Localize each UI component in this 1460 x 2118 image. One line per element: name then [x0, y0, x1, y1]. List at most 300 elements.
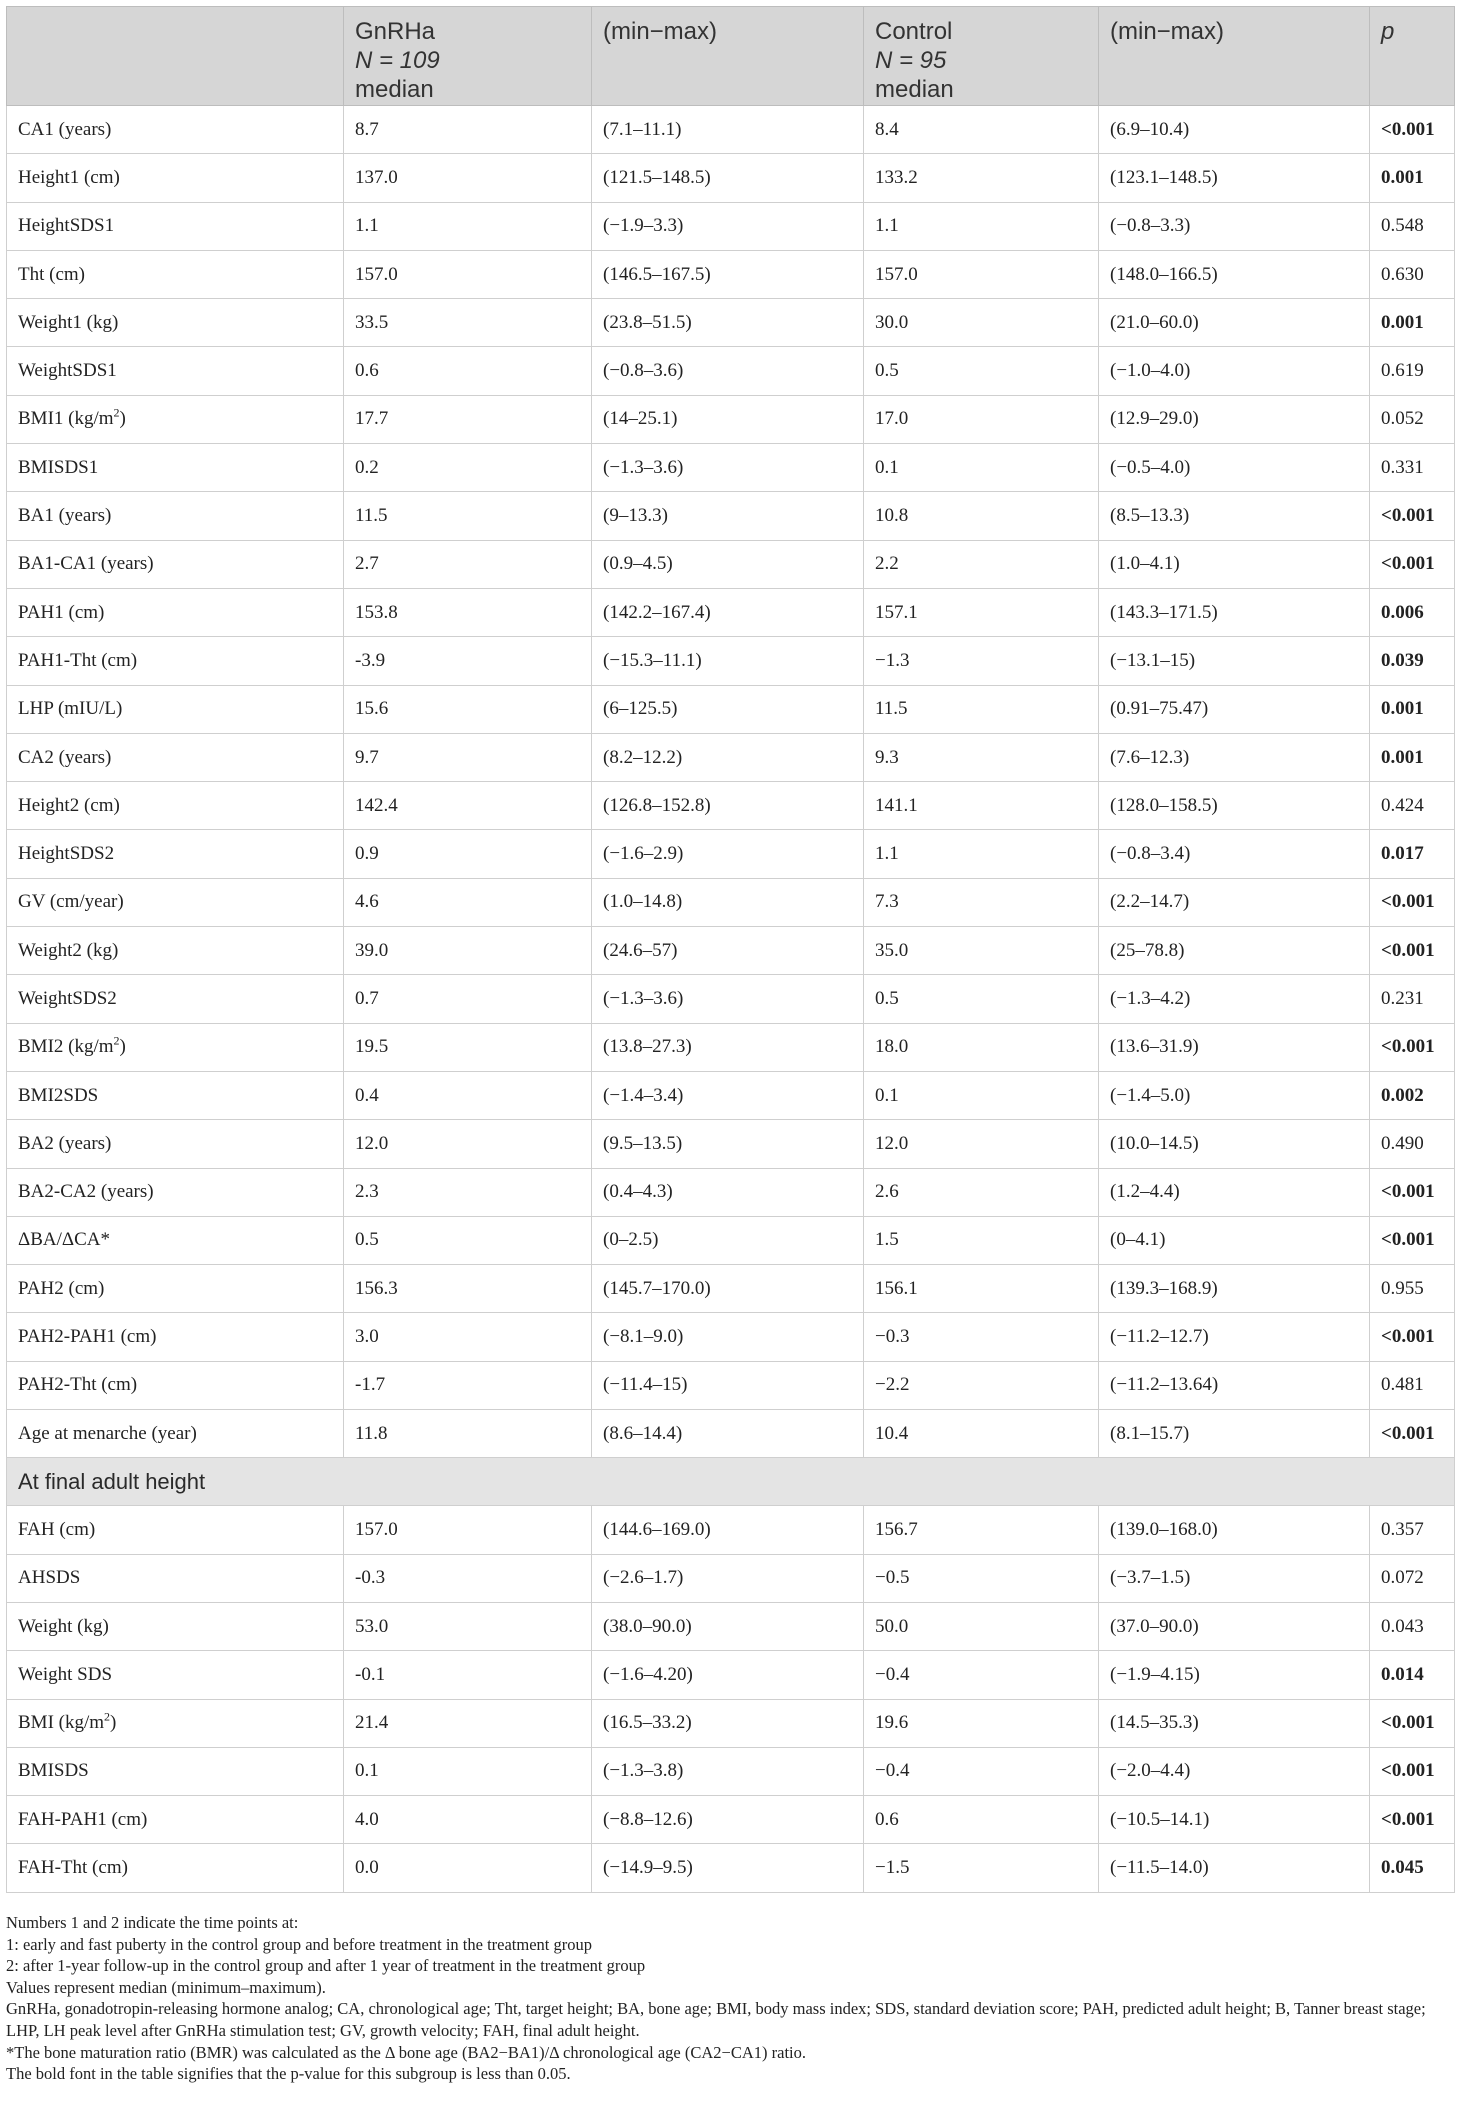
control-range: (−1.9–4.15)	[1099, 1651, 1370, 1699]
control-median: −1.3	[864, 637, 1099, 685]
header-control-range	[1099, 7, 1370, 106]
header-control-stat: median	[875, 76, 954, 103]
gnrha-range: (142.2–167.4)	[592, 588, 864, 636]
gnrha-range: (−8.8–12.6)	[592, 1796, 864, 1844]
control-median: 10.4	[864, 1410, 1099, 1458]
gnrha-median: 3.0	[344, 1313, 592, 1361]
p-value: 0.481	[1370, 1361, 1455, 1409]
row-label	[7, 1844, 344, 1892]
p-value: 0.619	[1370, 347, 1455, 395]
control-median: 1.1	[864, 202, 1099, 250]
gnrha-range: (126.8–152.8)	[592, 782, 864, 830]
row-label-text: FAH (cm)	[18, 1518, 96, 1540]
row-label	[7, 347, 344, 395]
p-value: <0.001	[1370, 1313, 1455, 1361]
row-label-text: Weight1 (kg)	[18, 311, 119, 333]
table-row	[7, 878, 1455, 926]
row-label-text: CA2 (years)	[18, 746, 112, 768]
row-label-text: Tht (cm)	[18, 263, 86, 285]
gnrha-range: (7.1–11.1)	[592, 106, 864, 154]
control-range: (2.2–14.7)	[1099, 878, 1370, 926]
p-value: 0.331	[1370, 444, 1455, 492]
row-label-text: AHSDS	[18, 1567, 81, 1589]
control-range: (0–4.1)	[1099, 1216, 1370, 1264]
row-label	[7, 444, 344, 492]
control-range: (−2.0–4.4)	[1099, 1747, 1370, 1795]
header-gnrha-name: GnRHa	[355, 18, 436, 45]
control-range: (8.5–13.3)	[1099, 492, 1370, 540]
gnrha-range: (1.0–14.8)	[592, 878, 864, 926]
row-label-text: FAH-PAH1 (cm)	[18, 1808, 148, 1830]
gnrha-median: 2.7	[344, 540, 592, 588]
control-median: 0.6	[864, 1796, 1099, 1844]
row-label	[7, 540, 344, 588]
row-label-text: PAH2 (cm)	[18, 1277, 105, 1299]
table-row	[7, 1796, 1455, 1844]
results-table-container	[6, 6, 1454, 1893]
control-range: (−10.5–14.1)	[1099, 1796, 1370, 1844]
row-label-text: BA2-CA2 (years)	[18, 1181, 154, 1203]
gnrha-range: (−11.4–15)	[592, 1361, 864, 1409]
gnrha-median: 157.0	[344, 1506, 592, 1554]
row-label	[7, 250, 344, 298]
control-range: (−0.8–3.3)	[1099, 202, 1370, 250]
control-range: (148.0–166.5)	[1099, 250, 1370, 298]
p-value: <0.001	[1370, 106, 1455, 154]
table-row	[7, 1554, 1455, 1602]
p-value: 0.001	[1370, 299, 1455, 347]
gnrha-range: (121.5–148.5)	[592, 154, 864, 202]
header-control-name: Control	[875, 18, 953, 45]
p-value: <0.001	[1370, 878, 1455, 926]
table-row	[7, 1844, 1455, 1892]
gnrha-median: 0.4	[344, 1071, 592, 1119]
row-label-text: Age at menarche (year)	[18, 1422, 197, 1444]
gnrha-median: 2.3	[344, 1168, 592, 1216]
row-label	[7, 1361, 344, 1409]
row-label-text: PAH2-PAH1 (cm)	[18, 1326, 157, 1348]
gnrha-range: (14–25.1)	[592, 395, 864, 443]
control-median: 0.1	[864, 1071, 1099, 1119]
table-row	[7, 106, 1455, 154]
row-label	[7, 1071, 344, 1119]
gnrha-median: 12.0	[344, 1120, 592, 1168]
row-label-superscript: 2	[104, 1709, 111, 1724]
control-median: 7.3	[864, 878, 1099, 926]
table-row	[7, 1313, 1455, 1361]
control-median: 9.3	[864, 733, 1099, 781]
table-row	[7, 927, 1455, 975]
header-p-label: p	[1381, 18, 1395, 45]
control-range: (123.1–148.5)	[1099, 154, 1370, 202]
row-label-text: GV (cm/year)	[18, 891, 124, 913]
section-row	[7, 1458, 1455, 1506]
row-label	[7, 975, 344, 1023]
control-range: (−11.2–12.7)	[1099, 1313, 1370, 1361]
row-label-text: Weight2 (kg)	[18, 939, 119, 961]
control-range: (139.3–168.9)	[1099, 1265, 1370, 1313]
gnrha-range: (−1.3–3.8)	[592, 1747, 864, 1795]
row-label-text: BMI2SDS	[18, 1084, 99, 1106]
gnrha-range: (−1.6–2.9)	[592, 830, 864, 878]
control-median: 141.1	[864, 782, 1099, 830]
row-label	[7, 299, 344, 347]
row-label	[7, 1023, 344, 1071]
control-median: 156.7	[864, 1506, 1099, 1554]
p-value: 0.001	[1370, 733, 1455, 781]
control-median: 12.0	[864, 1120, 1099, 1168]
row-label	[7, 154, 344, 202]
gnrha-median: 157.0	[344, 250, 592, 298]
gnrha-median: 0.6	[344, 347, 592, 395]
gnrha-median: 15.6	[344, 685, 592, 733]
control-range: (12.9–29.0)	[1099, 395, 1370, 443]
header-control-range-label: (min−max)	[1110, 18, 1225, 45]
control-median: 50.0	[864, 1602, 1099, 1650]
gnrha-median: 0.1	[344, 1747, 592, 1795]
table-row	[7, 975, 1455, 1023]
row-label-superscript: 2	[113, 1033, 120, 1048]
row-label-end: )	[110, 1712, 117, 1734]
gnrha-median: -3.9	[344, 637, 592, 685]
gnrha-median: 11.5	[344, 492, 592, 540]
gnrha-range: (24.6–57)	[592, 927, 864, 975]
header-control-n: N = 95	[875, 47, 947, 74]
gnrha-range: (9.5–13.5)	[592, 1120, 864, 1168]
p-value: 0.002	[1370, 1071, 1455, 1119]
p-value: 0.424	[1370, 782, 1455, 830]
table-row	[7, 782, 1455, 830]
gnrha-range: (−1.4–3.4)	[592, 1071, 864, 1119]
gnrha-median: 4.6	[344, 878, 592, 926]
control-median: 157.1	[864, 588, 1099, 636]
control-median: −0.4	[864, 1747, 1099, 1795]
control-median: −1.5	[864, 1844, 1099, 1892]
control-range: (10.0–14.5)	[1099, 1120, 1370, 1168]
table-row	[7, 1602, 1455, 1650]
gnrha-median: -0.3	[344, 1554, 592, 1602]
row-label-text: BA1 (years)	[18, 505, 112, 527]
table-row	[7, 588, 1455, 636]
p-value: 0.001	[1370, 685, 1455, 733]
table-row	[7, 347, 1455, 395]
table-row	[7, 1071, 1455, 1119]
control-range: (128.0–158.5)	[1099, 782, 1370, 830]
gnrha-median: 1.1	[344, 202, 592, 250]
control-range: (1.0–4.1)	[1099, 540, 1370, 588]
gnrha-median: 153.8	[344, 588, 592, 636]
row-label	[7, 1554, 344, 1602]
header-gnrha-range-label: (min−max)	[603, 18, 718, 45]
p-value: 0.045	[1370, 1844, 1455, 1892]
control-median: 0.1	[864, 444, 1099, 492]
p-value: <0.001	[1370, 1796, 1455, 1844]
row-label	[7, 202, 344, 250]
control-median: 156.1	[864, 1265, 1099, 1313]
table-row	[7, 1023, 1455, 1071]
control-median: 133.2	[864, 154, 1099, 202]
gnrha-range: (145.7–170.0)	[592, 1265, 864, 1313]
control-range: (139.0–168.0)	[1099, 1506, 1370, 1554]
gnrha-range: (38.0–90.0)	[592, 1602, 864, 1650]
gnrha-median: 17.7	[344, 395, 592, 443]
control-range: (8.1–15.7)	[1099, 1410, 1370, 1458]
control-median: 1.5	[864, 1216, 1099, 1264]
gnrha-median: 33.5	[344, 299, 592, 347]
table-row	[7, 1265, 1455, 1313]
gnrha-median: 137.0	[344, 154, 592, 202]
gnrha-range: (−14.9–9.5)	[592, 1844, 864, 1892]
table-row	[7, 1699, 1455, 1747]
row-label	[7, 1747, 344, 1795]
row-label	[7, 1796, 344, 1844]
header-gnrha-stat: median	[355, 76, 434, 103]
table-row	[7, 1747, 1455, 1795]
row-label-end: )	[119, 1036, 126, 1058]
row-label	[7, 492, 344, 540]
p-value: 0.490	[1370, 1120, 1455, 1168]
table-section-fah	[7, 1458, 1455, 1506]
table-row	[7, 202, 1455, 250]
control-median: 18.0	[864, 1023, 1099, 1071]
p-value: 0.072	[1370, 1554, 1455, 1602]
control-range: (−11.5–14.0)	[1099, 1844, 1370, 1892]
gnrha-median: 11.8	[344, 1410, 592, 1458]
gnrha-median: 0.2	[344, 444, 592, 492]
gnrha-median: -1.7	[344, 1361, 592, 1409]
row-label	[7, 1313, 344, 1361]
row-label-text: FAH-Tht (cm)	[18, 1857, 128, 1879]
control-median: 0.5	[864, 975, 1099, 1023]
gnrha-range: (8.2–12.2)	[592, 733, 864, 781]
row-label-text: Height1 (cm)	[18, 166, 120, 188]
gnrha-range: (−2.6–1.7)	[592, 1554, 864, 1602]
p-value: 0.548	[1370, 202, 1455, 250]
row-label	[7, 1410, 344, 1458]
row-label-text: HeightSDS1	[18, 215, 115, 237]
footnote-line: 1: early and fast puberty in the control group and before treatment in the treatment group	[6, 1934, 593, 1954]
control-median: 2.6	[864, 1168, 1099, 1216]
row-label-text: WeightSDS2	[18, 987, 117, 1009]
p-value: <0.001	[1370, 1168, 1455, 1216]
control-median: −0.3	[864, 1313, 1099, 1361]
p-value: 0.630	[1370, 250, 1455, 298]
row-label	[7, 782, 344, 830]
gnrha-range: (0.9–4.5)	[592, 540, 864, 588]
gnrha-range: (−1.9–3.3)	[592, 202, 864, 250]
row-label-end: )	[119, 408, 126, 430]
row-label-text: Weight SDS	[18, 1663, 113, 1685]
row-label-text: BMISDS	[18, 1760, 89, 1782]
table-row	[7, 395, 1455, 443]
control-median: 10.8	[864, 492, 1099, 540]
control-median: 35.0	[864, 927, 1099, 975]
control-range: (21.0–60.0)	[1099, 299, 1370, 347]
control-range: (37.0–90.0)	[1099, 1602, 1370, 1650]
footnote-line: *The bone maturation ratio (BMR) was calculated as the Δ bone age (BA2−BA1)/Δ chronological age (CA2−CA1) ratio.	[6, 2042, 807, 2062]
row-label	[7, 733, 344, 781]
gnrha-median: 39.0	[344, 927, 592, 975]
row-label-text: ΔBA/ΔCA*	[18, 1229, 111, 1251]
table-body-fah	[7, 1506, 1455, 1892]
control-range: (−3.7–1.5)	[1099, 1554, 1370, 1602]
p-value: 0.001	[1370, 154, 1455, 202]
control-range: (−11.2–13.64)	[1099, 1361, 1370, 1409]
row-label-text: HeightSDS2	[18, 843, 115, 865]
p-value: <0.001	[1370, 1023, 1455, 1071]
table-row	[7, 1120, 1455, 1168]
control-range: (14.5–35.3)	[1099, 1699, 1370, 1747]
p-value: 0.039	[1370, 637, 1455, 685]
gnrha-range: (8.6–14.4)	[592, 1410, 864, 1458]
control-range: (−1.4–5.0)	[1099, 1071, 1370, 1119]
header-variable	[7, 7, 344, 106]
control-range: (1.2–4.4)	[1099, 1168, 1370, 1216]
p-value: 0.043	[1370, 1602, 1455, 1650]
header-gnrha	[344, 7, 592, 106]
row-label	[7, 1651, 344, 1699]
row-label	[7, 878, 344, 926]
p-value: <0.001	[1370, 1747, 1455, 1795]
p-value: 0.014	[1370, 1651, 1455, 1699]
footnote-line: 2: after 1-year follow-up in the control group and after 1 year of treatment in the treatment group	[6, 1956, 646, 1976]
row-label	[7, 685, 344, 733]
control-range: (−0.5–4.0)	[1099, 444, 1370, 492]
p-value: <0.001	[1370, 1699, 1455, 1747]
gnrha-range: (0.4–4.3)	[592, 1168, 864, 1216]
row-label-text: BMI1 (kg/m	[18, 408, 114, 430]
table-footnotes	[6, 1912, 1454, 2085]
header-gnrha-n: N = 109	[355, 47, 440, 74]
table-row	[7, 540, 1455, 588]
row-label-text: BMISDS1	[18, 456, 99, 478]
row-label-text: Height2 (cm)	[18, 794, 120, 816]
gnrha-median: 156.3	[344, 1265, 592, 1313]
table-row	[7, 1168, 1455, 1216]
table-row	[7, 1506, 1455, 1554]
gnrha-median: 53.0	[344, 1602, 592, 1650]
row-label-text: BA2 (years)	[18, 1132, 112, 1154]
table-row	[7, 830, 1455, 878]
table-row	[7, 1651, 1455, 1699]
gnrha-range: (6–125.5)	[592, 685, 864, 733]
footnote-line: Values represent median (minimum–maximum).	[6, 1977, 326, 1997]
control-median: −0.5	[864, 1554, 1099, 1602]
gnrha-median: -0.1	[344, 1651, 592, 1699]
control-median: 17.0	[864, 395, 1099, 443]
table-row	[7, 1216, 1455, 1264]
gnrha-range: (144.6–169.0)	[592, 1506, 864, 1554]
control-range: (0.91–75.47)	[1099, 685, 1370, 733]
row-label	[7, 830, 344, 878]
row-label-text: BMI (kg/m	[18, 1712, 105, 1734]
control-range: (−13.1–15)	[1099, 637, 1370, 685]
gnrha-median: 4.0	[344, 1796, 592, 1844]
control-range: (6.9–10.4)	[1099, 106, 1370, 154]
row-label	[7, 588, 344, 636]
table-row	[7, 1410, 1455, 1458]
p-value: <0.001	[1370, 1216, 1455, 1264]
footnote-line: The bold font in the table signifies that the p-value for this subgroup is less than 0.05.	[6, 2064, 571, 2084]
table-header-row	[7, 7, 1455, 106]
control-median: −0.4	[864, 1651, 1099, 1699]
control-median: 2.2	[864, 540, 1099, 588]
p-value: 0.017	[1370, 830, 1455, 878]
row-label-text: BMI2 (kg/m	[18, 1036, 114, 1058]
row-label-text: WeightSDS1	[18, 360, 117, 382]
control-range: (25–78.8)	[1099, 927, 1370, 975]
p-value: 0.231	[1370, 975, 1455, 1023]
gnrha-median: 142.4	[344, 782, 592, 830]
header-control	[864, 7, 1099, 106]
p-value: <0.001	[1370, 927, 1455, 975]
gnrha-range: (16.5–33.2)	[592, 1699, 864, 1747]
control-range: (−1.0–4.0)	[1099, 347, 1370, 395]
footnote-line: Numbers 1 and 2 indicate the time points at:	[6, 1913, 299, 1932]
p-value: 0.357	[1370, 1506, 1455, 1554]
table-row	[7, 637, 1455, 685]
p-value: 0.006	[1370, 588, 1455, 636]
gnrha-range: (−15.3–11.1)	[592, 637, 864, 685]
row-label-text: PAH1 (cm)	[18, 601, 105, 623]
control-median: 19.6	[864, 1699, 1099, 1747]
section-title: At final adult height	[7, 1458, 1455, 1506]
control-median: 0.5	[864, 347, 1099, 395]
control-median: 1.1	[864, 830, 1099, 878]
row-label	[7, 1699, 344, 1747]
control-range: (−0.8–3.4)	[1099, 830, 1370, 878]
row-label	[7, 106, 344, 154]
p-value: <0.001	[1370, 492, 1455, 540]
gnrha-range: (−1.6–4.20)	[592, 1651, 864, 1699]
row-label	[7, 1506, 344, 1554]
row-label	[7, 1265, 344, 1313]
row-label-text: LHP (mIU/L)	[18, 698, 123, 720]
control-median: −2.2	[864, 1361, 1099, 1409]
table-row	[7, 733, 1455, 781]
p-value: <0.001	[1370, 1410, 1455, 1458]
table-row	[7, 492, 1455, 540]
results-table	[6, 6, 1455, 1893]
table-row	[7, 250, 1455, 298]
row-label	[7, 1120, 344, 1168]
table-row	[7, 685, 1455, 733]
p-value: 0.052	[1370, 395, 1455, 443]
gnrha-range: (9–13.3)	[592, 492, 864, 540]
control-median: 11.5	[864, 685, 1099, 733]
row-label	[7, 927, 344, 975]
row-label-text: CA1 (years)	[18, 118, 112, 140]
gnrha-median: 19.5	[344, 1023, 592, 1071]
footnote-line: GnRHa, gonadotropin-releasing hormone analog; CA, chronological age; Tht, target height; BA, bone age; BMI, body mass index; SDS, standard deviation score; PAH, predicted adult height; B, Tanner breast stage; LHP, LH peak level after GnRHa stimulation test; GV, growth velocity; FAH, final adult height.	[6, 1999, 1426, 2040]
row-label-text: BA1-CA1 (years)	[18, 553, 154, 575]
gnrha-median: 0.9	[344, 830, 592, 878]
header-p	[1370, 7, 1455, 106]
row-label-text: PAH1-Tht (cm)	[18, 649, 138, 671]
control-range: (143.3–171.5)	[1099, 588, 1370, 636]
gnrha-median: 0.7	[344, 975, 592, 1023]
table-body-baseline	[7, 106, 1455, 1458]
table-row	[7, 1361, 1455, 1409]
control-range: (7.6–12.3)	[1099, 733, 1370, 781]
control-range: (−1.3–4.2)	[1099, 975, 1370, 1023]
table-row	[7, 154, 1455, 202]
row-label-superscript: 2	[113, 406, 120, 421]
table-row	[7, 299, 1455, 347]
gnrha-range: (146.5–167.5)	[592, 250, 864, 298]
control-median: 157.0	[864, 250, 1099, 298]
row-label	[7, 1168, 344, 1216]
